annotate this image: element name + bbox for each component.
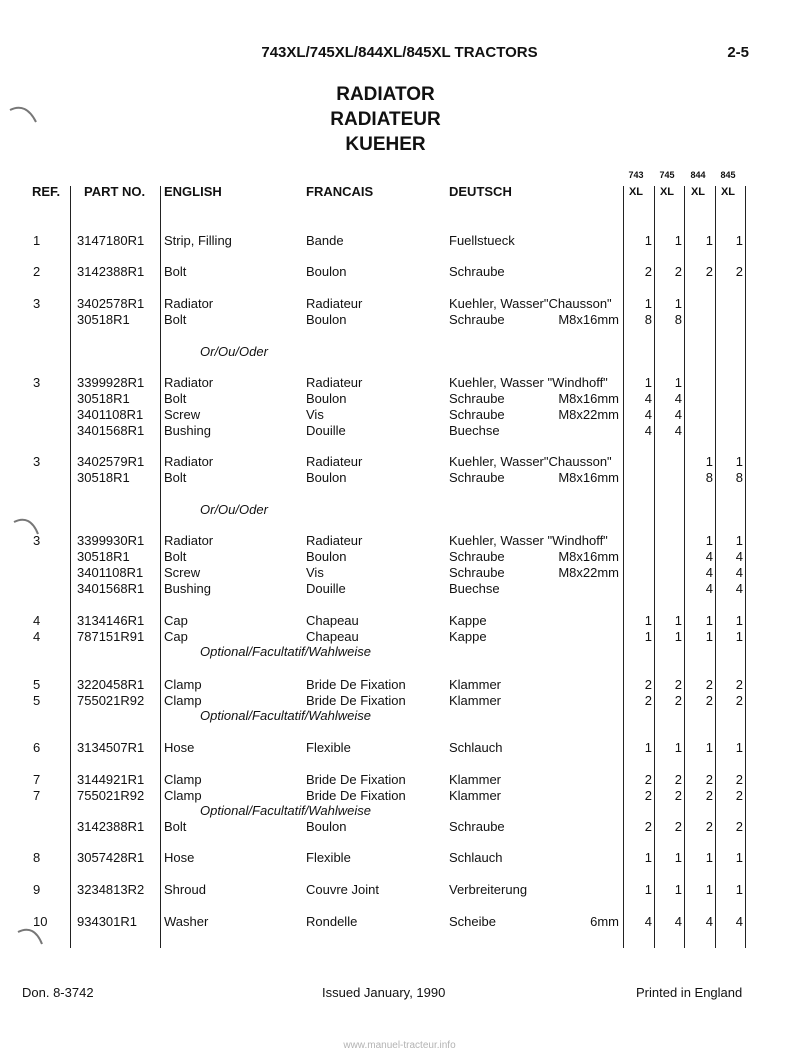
row-qty-3: 4: [735, 581, 743, 596]
row-size: 6mm: [590, 914, 619, 929]
row-qty-3: 2: [735, 264, 743, 279]
row-part-number: 3147180R1: [77, 233, 145, 248]
row-part-number: 934301R1: [77, 914, 137, 929]
row-deutsch: Schraube: [449, 470, 505, 485]
row-qty-0: 1: [644, 740, 652, 755]
rule-qty-743-745: [654, 186, 655, 948]
row-qty-1: 1: [674, 613, 682, 628]
row-english: Washer: [164, 914, 209, 929]
row-qty-3: 1: [735, 233, 743, 248]
row-english: Bolt: [164, 312, 187, 327]
row-qty-3: 1: [735, 454, 743, 469]
row-deutsch: Klammer: [449, 677, 502, 692]
row-ref: 4: [33, 629, 41, 644]
row-francais: Bride De Fixation: [306, 772, 406, 787]
row-part-number: 3234813R2: [77, 882, 145, 897]
row-qty-0: 1: [644, 613, 652, 628]
row-deutsch: Schraube: [449, 407, 505, 422]
row-ref: 4: [33, 613, 41, 628]
row-francais: Flexible: [306, 740, 351, 755]
row-deutsch: Schraube: [449, 391, 505, 406]
row-deutsch: Klammer: [449, 788, 502, 803]
row-part-number: 787151R91: [77, 629, 145, 644]
col-deutsch-header: DEUTSCH: [449, 184, 512, 199]
row-size: M8x22mm: [558, 565, 619, 580]
row-qty-0: 2: [644, 788, 652, 803]
row-size: M8x16mm: [558, 470, 619, 485]
row-qty-2: 1: [705, 613, 713, 628]
row-qty-2: 2: [705, 693, 713, 708]
row-part-number: 3057428R1: [77, 850, 145, 865]
row-deutsch: Schraube: [449, 819, 505, 834]
row-qty-3: 2: [735, 819, 743, 834]
row-deutsch: Klammer: [449, 772, 502, 787]
row-qty-0: 2: [644, 772, 652, 787]
row-part-number: 3401568R1: [77, 581, 145, 596]
row-qty-3: 1: [735, 629, 743, 644]
row-ref: 10: [33, 914, 48, 929]
col-francais-header: FRANCAIS: [306, 184, 374, 199]
row-ref: 7: [33, 788, 41, 803]
row-qty-3: 1: [735, 533, 743, 548]
watermark: www.manuel-tracteur.info: [343, 1040, 456, 1051]
row-qty-1: 1: [674, 375, 682, 390]
row-part-number: 3399930R1: [77, 533, 145, 548]
row-english: Strip, Filling: [164, 233, 232, 248]
row-qty-3: 4: [735, 549, 743, 564]
row-english: Radiator: [164, 454, 214, 469]
binder-hole-mark: [8, 104, 40, 126]
row-ref: 5: [33, 693, 41, 708]
row-qty-1: 1: [674, 740, 682, 755]
row-qty-2: 1: [705, 740, 713, 755]
row-ref: 3: [33, 454, 41, 469]
row-part-number: 30518R1: [77, 470, 130, 485]
row-qty-1: 2: [674, 264, 682, 279]
rule-part-english: [160, 186, 161, 948]
row-ref: 6: [33, 740, 41, 755]
row-qty-0: 1: [644, 882, 652, 897]
row-qty-0: 2: [644, 693, 652, 708]
row-qty-2: 1: [705, 533, 713, 548]
row-qty-3: 4: [735, 914, 743, 929]
row-ref: 2: [33, 264, 41, 279]
row-qty-2: 2: [705, 677, 713, 692]
row-francais: Douille: [306, 423, 346, 438]
row-qty-1: 8: [674, 312, 682, 327]
row-qty-1: 1: [674, 296, 682, 311]
row-part-number: 30518R1: [77, 391, 130, 406]
row-qty-2: 2: [705, 819, 713, 834]
row-qty-1: 1: [674, 882, 682, 897]
row-qty-3: 8: [735, 470, 743, 485]
row-english: Clamp: [164, 693, 202, 708]
row-deutsch: Klammer: [449, 693, 502, 708]
alternative-note: Or/Ou/Oder: [200, 344, 268, 359]
row-qty-0: 4: [644, 391, 652, 406]
row-francais: Bride De Fixation: [306, 788, 406, 803]
row-francais: Radiateur: [306, 533, 363, 548]
row-english: Screw: [164, 407, 201, 422]
row-deutsch: Buechse: [449, 581, 500, 596]
row-qty-1: 2: [674, 788, 682, 803]
model-845-suffix: XL: [720, 186, 736, 198]
row-qty-3: 1: [735, 882, 743, 897]
row-english: Clamp: [164, 772, 202, 787]
model-845-number: 845: [720, 170, 736, 180]
row-francais: Boulon: [306, 391, 347, 406]
row-deutsch: Schraube: [449, 565, 505, 580]
rule-qty-844-845: [715, 186, 716, 948]
row-ref: 3: [33, 533, 41, 548]
row-qty-0: 4: [644, 423, 652, 438]
row-deutsch: Fuellstueck: [449, 233, 515, 248]
row-ref: 8: [33, 850, 41, 865]
row-qty-2: 1: [705, 850, 713, 865]
row-qty-1: 4: [674, 391, 682, 406]
row-qty-1: 4: [674, 423, 682, 438]
row-qty-2: 2: [705, 788, 713, 803]
row-english: Radiator: [164, 533, 214, 548]
rule-qty-right: [745, 186, 746, 948]
row-qty-0: 4: [644, 914, 652, 929]
row-francais: Douille: [306, 581, 346, 596]
row-francais: Radiateur: [306, 296, 363, 311]
row-deutsch: Buechse: [449, 423, 500, 438]
page-header-title: 743XL/745XL/844XL/845XL TRACTORS: [261, 44, 538, 61]
row-qty-1: 2: [674, 677, 682, 692]
row-francais: Couvre Joint: [306, 882, 379, 897]
row-qty-2: 4: [705, 914, 713, 929]
row-part-number: 3402579R1: [77, 454, 145, 469]
row-ref: 1: [33, 233, 41, 248]
row-qty-0: 1: [644, 296, 652, 311]
row-qty-2: 1: [705, 629, 713, 644]
row-qty-1: 1: [674, 629, 682, 644]
row-qty-1: 1: [674, 233, 682, 248]
row-english: Bolt: [164, 470, 187, 485]
page-number: 2-5: [727, 44, 749, 61]
row-deutsch: Schraube: [449, 264, 505, 279]
row-qty-2: 2: [705, 264, 713, 279]
row-english: Bolt: [164, 819, 187, 834]
row-deutsch: Kuehler, Wasser "Windhoff": [449, 533, 608, 548]
row-qty-2: 1: [705, 882, 713, 897]
rule-deutsch-qty: [623, 186, 624, 948]
row-part-number: 3134507R1: [77, 740, 145, 755]
row-english: Radiator: [164, 375, 214, 390]
row-qty-2: 8: [705, 470, 713, 485]
row-part-number: 30518R1: [77, 549, 130, 564]
row-size: M8x16mm: [558, 391, 619, 406]
row-qty-3: 1: [735, 740, 743, 755]
row-english: Bolt: [164, 549, 187, 564]
row-english: Bolt: [164, 391, 187, 406]
model-743-suffix: XL: [628, 186, 644, 198]
row-qty-3: 2: [735, 788, 743, 803]
row-francais: Chapeau: [306, 629, 359, 644]
row-part-number: 755021R92: [77, 788, 145, 803]
binder-hole-mark: [16, 926, 46, 948]
row-deutsch: Scheibe: [449, 914, 496, 929]
row-qty-2: 4: [705, 549, 713, 564]
model-743-number: 743: [628, 170, 644, 180]
row-english: Hose: [164, 740, 195, 755]
row-english: Cap: [164, 629, 188, 644]
row-francais: Radiateur: [306, 375, 363, 390]
row-qty-0: 1: [644, 629, 652, 644]
row-ref: 3: [33, 296, 41, 311]
row-francais: Boulon: [306, 312, 347, 327]
row-qty-0: 8: [644, 312, 652, 327]
row-deutsch: Kuehler, Wasser"Chausson": [449, 296, 612, 311]
footer-document-number: Don. 8-3742: [22, 985, 94, 1000]
row-qty-0: 2: [644, 264, 652, 279]
row-qty-3: 1: [735, 850, 743, 865]
row-english: Bolt: [164, 264, 187, 279]
row-qty-0: 1: [644, 375, 652, 390]
footer-issue-date: Issued January, 1990: [322, 985, 446, 1000]
row-part-number: 3134146R1: [77, 613, 145, 628]
row-qty-1: 2: [674, 819, 682, 834]
row-francais: Boulon: [306, 549, 347, 564]
row-part-number: 3401568R1: [77, 423, 145, 438]
row-qty-3: 4: [735, 565, 743, 580]
row-deutsch: Kuehler, Wasser "Windhoff": [449, 375, 608, 390]
row-english: Clamp: [164, 677, 202, 692]
row-qty-1: 4: [674, 407, 682, 422]
row-qty-1: 2: [674, 772, 682, 787]
row-english: Cap: [164, 613, 188, 628]
row-qty-0: 1: [644, 233, 652, 248]
alternative-note: Or/Ou/Oder: [200, 502, 268, 517]
row-francais: Vis: [306, 407, 324, 422]
optional-note: Optional/Facultatif/Wahlweise: [200, 708, 372, 723]
row-ref: 5: [33, 677, 41, 692]
row-qty-3: 2: [735, 772, 743, 787]
row-francais: Bride De Fixation: [306, 693, 406, 708]
model-844-number: 844: [690, 170, 706, 180]
row-deutsch: Verbreiterung: [449, 882, 528, 897]
row-qty-2: 2: [705, 772, 713, 787]
row-size: M8x16mm: [558, 549, 619, 564]
row-qty-1: 2: [674, 693, 682, 708]
row-qty-0: 2: [644, 677, 652, 692]
title-french: RADIATEUR: [330, 109, 441, 130]
row-part-number: 3401108R1: [77, 565, 144, 580]
row-qty-2: 4: [705, 565, 713, 580]
row-qty-1: 1: [674, 850, 682, 865]
optional-note: Optional/Facultatif/Wahlweise: [200, 803, 372, 818]
row-english: Hose: [164, 850, 195, 865]
row-qty-0: 4: [644, 407, 652, 422]
row-part-number: 3220458R1: [77, 677, 145, 692]
row-part-number: 3144921R1: [77, 772, 145, 787]
title-english: RADIATOR: [336, 84, 435, 105]
row-qty-2: 4: [705, 581, 713, 596]
row-qty-0: 1: [644, 850, 652, 865]
model-745-number: 745: [659, 170, 675, 180]
row-deutsch: Schlauch: [449, 850, 503, 865]
row-deutsch: Schlauch: [449, 740, 503, 755]
row-deutsch: Kuehler, Wasser"Chausson": [449, 454, 612, 469]
row-size: M8x16mm: [558, 312, 619, 327]
row-part-number: 3142388R1: [77, 819, 145, 834]
row-francais: Bride De Fixation: [306, 677, 406, 692]
row-part-number: 3142388R1: [77, 264, 145, 279]
row-deutsch: Schraube: [449, 312, 505, 327]
row-francais: Boulon: [306, 264, 347, 279]
row-part-number: 30518R1: [77, 312, 130, 327]
row-deutsch: Kappe: [449, 629, 487, 644]
title-german: KUEHER: [345, 134, 426, 155]
row-english: Bushing: [164, 581, 211, 596]
binder-hole-mark: [12, 516, 42, 538]
row-ref: 9: [33, 882, 41, 897]
row-ref: 7: [33, 772, 41, 787]
row-qty-0: 2: [644, 819, 652, 834]
row-english: Radiator: [164, 296, 214, 311]
row-francais: Rondelle: [306, 914, 358, 929]
row-qty-3: 2: [735, 693, 743, 708]
row-english: Bushing: [164, 423, 211, 438]
row-part-number: 3401108R1: [77, 407, 144, 422]
row-part-number: 3399928R1: [77, 375, 145, 390]
row-francais: Flexible: [306, 850, 351, 865]
rule-qty-745-844: [684, 186, 685, 948]
row-qty-3: 1: [735, 613, 743, 628]
row-qty-3: 2: [735, 677, 743, 692]
row-francais: Chapeau: [306, 613, 359, 628]
row-english: Screw: [164, 565, 201, 580]
rule-ref-part: [70, 186, 71, 948]
model-844-suffix: XL: [690, 186, 706, 198]
row-francais: Vis: [306, 565, 324, 580]
row-ref: 3: [33, 375, 41, 390]
row-francais: Boulon: [306, 819, 347, 834]
row-deutsch: Schraube: [449, 549, 505, 564]
col-ref-header: REF.: [32, 184, 61, 199]
row-part-number: 755021R92: [77, 693, 145, 708]
row-english: Clamp: [164, 788, 202, 803]
model-745-suffix: XL: [659, 186, 675, 198]
row-qty-2: 1: [705, 233, 713, 248]
row-qty-1: 4: [674, 914, 682, 929]
optional-note: Optional/Facultatif/Wahlweise: [200, 644, 372, 659]
row-english: Shroud: [164, 882, 206, 897]
row-qty-2: 1: [705, 454, 713, 469]
row-francais: Boulon: [306, 470, 347, 485]
row-francais: Bande: [306, 233, 344, 248]
row-deutsch: Kappe: [449, 613, 487, 628]
row-part-number: 3402578R1: [77, 296, 145, 311]
row-size: M8x22mm: [558, 407, 619, 422]
footer-printer: Printed in England: [636, 985, 743, 1000]
col-english-header: ENGLISH: [164, 184, 222, 199]
row-francais: Radiateur: [306, 454, 363, 469]
col-part-header: PART NO.: [84, 184, 146, 199]
